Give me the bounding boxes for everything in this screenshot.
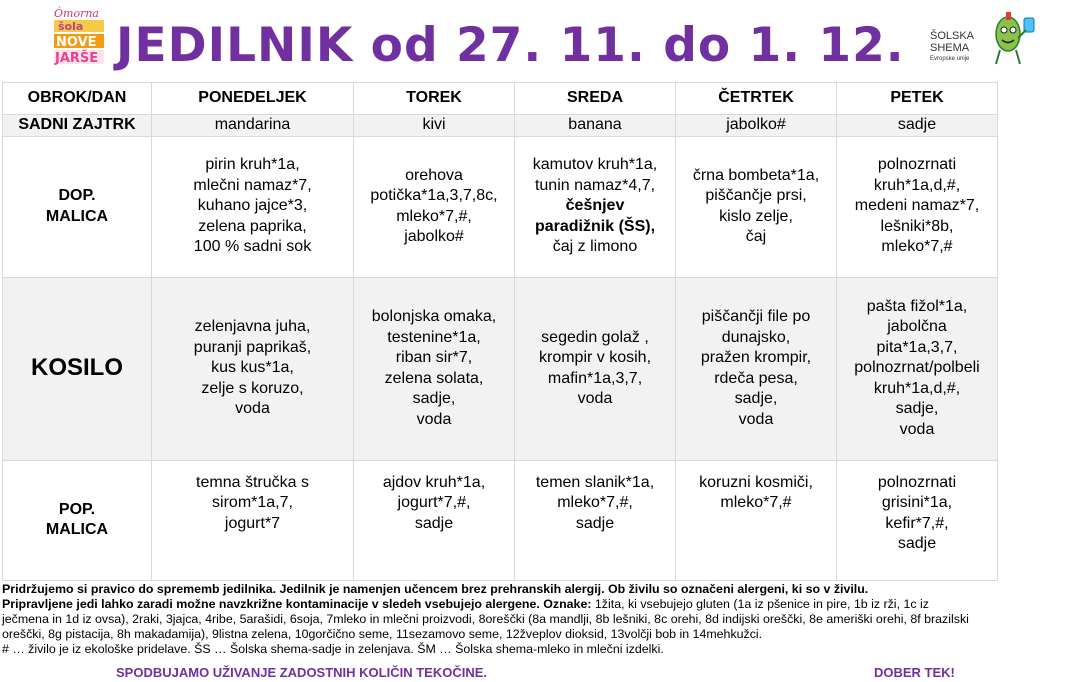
meal-item: mleko*7,#, bbox=[396, 207, 472, 225]
afternoon-snack-label bbox=[3, 460, 152, 580]
fruit-breakfast-row bbox=[3, 115, 998, 137]
meal-item: rdeča pesa, bbox=[714, 369, 798, 387]
lunch-monday bbox=[152, 277, 354, 460]
meal-item: mleko*7,# bbox=[720, 494, 792, 511]
meal-item: mlečni namaz*7, bbox=[193, 176, 312, 194]
lunch-label bbox=[3, 277, 152, 460]
contamination-note: Pripravljene jedi lahko zaradi možne navzkrižne kontaminacije v sledeh vsebujejo alergene. Oznake: bbox=[2, 597, 595, 611]
school-scheme-logo bbox=[930, 8, 1040, 74]
meal-item: mafin*1a,3,7, bbox=[547, 369, 643, 387]
symbols-legend: # … živilo je iz ekološke pridelave. ŠS … Šolska shema-sadje in zelenjava. ŠM … Šolska shema-mleko in mlečni izdelki. bbox=[2, 642, 664, 656]
meal-item: polnozrnati bbox=[877, 473, 957, 491]
morning-snack-wednesday bbox=[515, 136, 676, 277]
fruit-monday: mandarina bbox=[152, 115, 354, 137]
afternoon-snack-monday bbox=[152, 460, 354, 580]
lunch-thursday bbox=[676, 277, 837, 460]
meal-item: potička*1a,3,7,8c, bbox=[370, 187, 498, 204]
allergen-legend-end: oreščki, 8g pistacija, 8h makadamija), 9listna zelena, 10gorčično seme, 11sezamovo seme, 12žveplov dioksid, 13volčji bob in 14mehkužci. bbox=[2, 627, 763, 641]
meal-item: temna štručka s bbox=[196, 473, 309, 491]
meal-item: sadje, bbox=[412, 390, 456, 407]
meal-item: zelena paprika, bbox=[198, 217, 307, 235]
meal-item: medeni namaz*7, bbox=[854, 197, 980, 215]
allergen-notes bbox=[2, 582, 1076, 657]
meal-item: kruh*1a,d,#, bbox=[873, 379, 961, 397]
meal-item: segedin golaž , bbox=[541, 328, 649, 346]
disclaimer-line: Pridržujemo si pravico do sprememb jedilnika. Jedilnik je namenjen učencem brez prehranskih alergij. Ob živilu so označeni alergeni, ki so v živilu. bbox=[2, 582, 869, 596]
day-header-wednesday: SREDA bbox=[515, 83, 676, 115]
day-header-monday: PONEDELJEK bbox=[152, 83, 354, 115]
meal-item: črna bombeta*1a, bbox=[692, 166, 820, 184]
lunch-tuesday bbox=[354, 277, 515, 460]
day-header-thursday: ČETRTEK bbox=[676, 83, 837, 115]
meal-item: voda bbox=[235, 400, 270, 418]
meal-item: voda bbox=[577, 390, 613, 407]
meal-item: dunajsko, bbox=[721, 328, 791, 346]
logo-word-2: šola bbox=[58, 20, 84, 33]
fruit-friday: sadje bbox=[837, 115, 998, 137]
label-line: POP. bbox=[58, 500, 96, 518]
lunch-row bbox=[3, 277, 998, 460]
meal-item: mleko*7,# bbox=[881, 238, 953, 256]
scheme-subtitle: Evropske unije bbox=[930, 56, 970, 62]
meal-item: ajdov kruh*1a, bbox=[382, 473, 486, 491]
afternoon-snack-wednesday bbox=[515, 460, 676, 580]
meal-item: polnozrnat/polbeli bbox=[854, 359, 980, 377]
meal-item: jabolko# bbox=[404, 228, 464, 245]
meal-item: čaj z limono bbox=[552, 238, 638, 256]
label-line: KOSILO bbox=[30, 354, 123, 382]
fruit-wednesday: banana bbox=[515, 115, 676, 137]
morning-snack-monday bbox=[152, 136, 354, 277]
meal-item: lešniki*8b, bbox=[880, 217, 954, 235]
meal-item: jabolčna bbox=[887, 318, 947, 336]
morning-snack-tuesday bbox=[354, 136, 515, 277]
meal-item: riban sir*7, bbox=[395, 349, 473, 366]
meal-item: pašta fižol*1a, bbox=[866, 297, 968, 315]
afternoon-snack-thursday bbox=[676, 460, 837, 580]
scheme-name bbox=[930, 30, 974, 54]
morning-snack-friday bbox=[837, 136, 998, 277]
meal-item: krompir v kosih, bbox=[538, 349, 652, 366]
drink-message: SPODBUJAMO UŽIVANJE ZADOSTNIH KOLIČIN TEKOČINE. bbox=[116, 665, 488, 680]
page-title: JEDILNIK od 27. 11. do 1. 12. bbox=[116, 18, 905, 73]
meal-item: sadje bbox=[575, 514, 615, 532]
scheme-line-2: SHEMA bbox=[930, 42, 970, 54]
meal-item: zelenjavna juha, bbox=[194, 318, 311, 336]
afternoon-snack-tuesday bbox=[354, 460, 515, 580]
meal-item: kislo zelje, bbox=[719, 207, 793, 225]
meal-item: piščančji file po bbox=[701, 308, 811, 325]
meal-item: kuhano jajce*3, bbox=[197, 197, 308, 215]
lunch-wednesday bbox=[515, 277, 676, 460]
meal-item: sadje bbox=[897, 535, 937, 552]
allergen-legend-line bbox=[2, 597, 1076, 612]
school-scheme-item: paradižnik (ŠS), bbox=[534, 217, 656, 235]
meal-item: voda bbox=[738, 410, 774, 428]
meal-item: polnozrnati bbox=[877, 156, 957, 174]
day-header-friday: PETEK bbox=[837, 83, 998, 115]
logo-word-4: JARŠE bbox=[55, 51, 99, 66]
meal-item: grisini*1a, bbox=[881, 494, 953, 511]
meal-item: piščančje prsi, bbox=[705, 187, 807, 204]
fruit-tuesday: kivi bbox=[354, 115, 515, 137]
meal-item: zelje s koruzo, bbox=[201, 379, 304, 397]
fruit-mascot-icon bbox=[986, 8, 1038, 68]
meal-item: koruzni kosmiči, bbox=[699, 473, 813, 491]
bon-appetit: DOBER TEK! bbox=[874, 665, 955, 680]
meal-item: temen slanik*1a, bbox=[535, 473, 655, 491]
meal-item: jogurt*7 bbox=[224, 514, 281, 532]
meal-item: sirom*1a,7, bbox=[212, 494, 293, 511]
meal-item: testenine*1a, bbox=[387, 328, 481, 346]
morning-snack-label bbox=[3, 136, 152, 277]
label-line: MALICA bbox=[45, 521, 109, 538]
meal-item: kus kus*1a, bbox=[211, 359, 294, 377]
meal-item: 100 % sadni sok bbox=[193, 238, 312, 256]
allergen-legend-continued: ječmena in 1d iz ovsa), 2raki, 3jajca, 4ribe, 5arašidi, 6soja, 7mleko in mlečni proizvodi, 8oreščki (8a mandlji, 8b lešniki, 8c orehi, 8d indijski oreščki, 8e ameriški orehi, 8f brazilski bbox=[2, 612, 969, 626]
meal-item: pita*1a,3,7, bbox=[876, 338, 958, 356]
meal-item: pražen krompir, bbox=[700, 349, 812, 366]
meal-item: voda bbox=[899, 420, 935, 438]
menu-table bbox=[2, 82, 998, 581]
meal-item: orehova bbox=[405, 166, 463, 184]
scheme-line-1: ŠOLSKA bbox=[930, 30, 975, 42]
meal-item: sadje, bbox=[895, 400, 939, 418]
school-scheme-item: češnjev bbox=[565, 197, 625, 215]
corner-header: OBROK/DAN bbox=[3, 83, 152, 115]
day-header-tuesday: TOREK bbox=[354, 83, 515, 115]
morning-snack-row bbox=[3, 136, 998, 277]
meal-item: voda bbox=[416, 410, 452, 428]
label-line: DOP. bbox=[58, 187, 96, 204]
meal-item: kefir*7,#, bbox=[885, 514, 949, 532]
meal-item: tunin namaz*4,7, bbox=[534, 176, 656, 194]
meal-item: kruh*1a,d,#, bbox=[873, 176, 961, 194]
meal-item: bolonjska omaka, bbox=[371, 308, 497, 325]
meal-item: zelena solata, bbox=[384, 369, 484, 387]
meal-item: mleko*7,#, bbox=[557, 494, 633, 511]
meal-item: čaj bbox=[745, 228, 767, 245]
meal-item: kamutov kruh*1a, bbox=[532, 156, 658, 174]
fruit-breakfast-label: SADNI ZAJTRK bbox=[3, 115, 152, 137]
morning-snack-thursday bbox=[676, 136, 837, 277]
school-logo bbox=[52, 6, 114, 74]
meal-item: pirin kruh*1a, bbox=[205, 156, 300, 174]
meal-item: sadje, bbox=[734, 390, 778, 407]
logo-word-3: NOVE bbox=[56, 35, 97, 50]
label-line: MALICA bbox=[45, 207, 109, 225]
fruit-thursday: jabolko# bbox=[676, 115, 837, 137]
meal-item: puranji paprikaš, bbox=[193, 338, 312, 356]
meal-item: jogurt*7,#, bbox=[397, 494, 471, 511]
meal-item: sadje bbox=[414, 514, 454, 532]
allergen-legend-start: 1žita, ki vsebujejo gluten (1a iz pšenice in pire, 1b iz rži, 1c iz bbox=[594, 597, 929, 611]
afternoon-snack-friday bbox=[837, 460, 998, 580]
logo-word-1: Òmorna bbox=[54, 7, 99, 20]
afternoon-snack-row bbox=[3, 460, 998, 580]
days-row bbox=[3, 83, 998, 115]
lunch-friday bbox=[837, 277, 998, 460]
